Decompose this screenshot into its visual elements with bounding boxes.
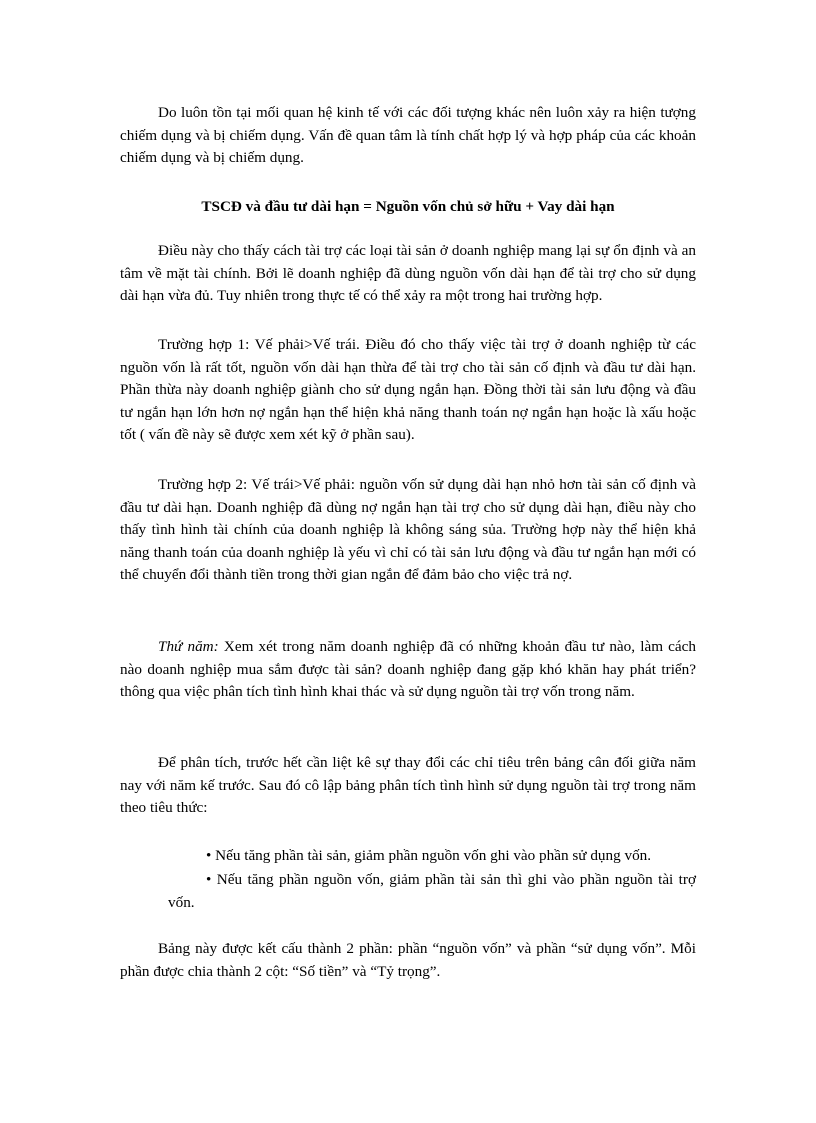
bullet-text: Nếu tăng phần tài sản, giảm phần nguồn vốn ghi vào phần sử dụng vốn. [211,847,652,864]
fifth-label: Thứ năm: [158,638,219,655]
paragraph-appropriation: Do luôn tồn tại mối quan hệ kinh tế với các đối tượng khác nên luôn xảy ra hiện tượng chiếm dụng và bị chiếm dụng. Vấn đề quan tâm là tính chất hợp lý và hợp pháp của các khoản chiếm dụng và bị chiếm dụng. [120,104,696,166]
bullet-item-source-of-funds [168,869,696,914]
bullet-item-use-of-funds [168,845,696,868]
paragraph-case-1: Trường hợp 1: Vế phải>Vế trái. Điều đó cho thấy việc tài trợ ở doanh nghiệp từ các nguồn vốn là rất tốt, nguồn vốn dài hạn thừa để tài trợ cho tài sản cố định và đầu tư dài hạn. Phần thừa này doanh nghiệp giành cho sử dụng ngắn hạn. Đồng thời tài sản lưu động và đầu tư ngắn hạn lớn hơn nợ ngắn hạn thể hiện khả năng thanh toán nợ ngắn hạn hoặc là xấu hoặc tốt ( vấn đề này sẽ được xem xét kỹ ở phần sau). [120,336,696,443]
bullet-text: Nếu tăng phần nguồn vốn, giảm phần tài sản thì ghi vào phần nguồn tài trợ vốn. [168,871,696,911]
formula-long-term-balance: TSCĐ và đầu tư dài hạn = Nguồn vốn chủ sở hữu + Vay dài hạn [201,198,615,215]
bullet-icon: • [206,871,212,888]
paragraph-analysis-method: Để phân tích, trước hết cần liệt kê sự thay đổi các chỉ tiêu trên bảng cân đối giữa năm nay với năm kế trước. Sau đó cô lập bảng phân tích tình hình sử dụng nguồn tài trợ trong năm theo tiêu thức: [120,754,696,816]
paragraph-table-structure: Bảng này được kết cấu thành 2 phần: phần “nguồn vốn” và phần “sử dụng vốn”. Mỗi phần được chia thành 2 cột: “Số tiền” và “Tỷ trọng”. [120,940,696,980]
bullet-icon: • [206,847,212,864]
paragraph-financing-stability: Điều này cho thấy cách tài trợ các loại tài sản ở doanh nghiệp mang lại sự ổn định và an tâm về mặt tài chính. Bởi lẽ doanh nghiệp đã dùng nguồn vốn dài hạn để tài trợ cho sử dụng dài hạn vừa đủ. Tuy nhiên trong thực tế có thể xảy ra một trong hai trường hợp. [120,242,696,304]
paragraph-fifth [120,636,696,704]
fifth-body: Xem xét trong năm doanh nghiệp đã có những khoản đầu tư nào, làm cách nào doanh nghiệp mua sắm được tài sản? doanh nghiệp đang gặp khó khăn hay phát triển? thông qua việc phân tích tình hình khai thác và sử dụng nguồn tài trợ vốn trong năm. [120,638,696,700]
paragraph-case-2: Trường hợp 2: Vế trái>Vế phải: nguồn vốn sử dụng dài hạn nhỏ hơn tài sản cố định và đầu tư dài hạn. Doanh nghiệp đã dùng nợ ngắn hạn tài trợ cho sử dụng dài hạn, điều này cho thấy tình hình tài chính của doanh nghiệp là không sáng sủa. Trường hợp này thể hiện khả năng thanh toán của doanh nghiệp là yếu vì chỉ có tài sản lưu động và đầu tư ngắn hạn mới có thể chuyển đổi thành tiền trong thời gian ngắn để đảm bảo cho việc trả nợ. [120,476,696,583]
